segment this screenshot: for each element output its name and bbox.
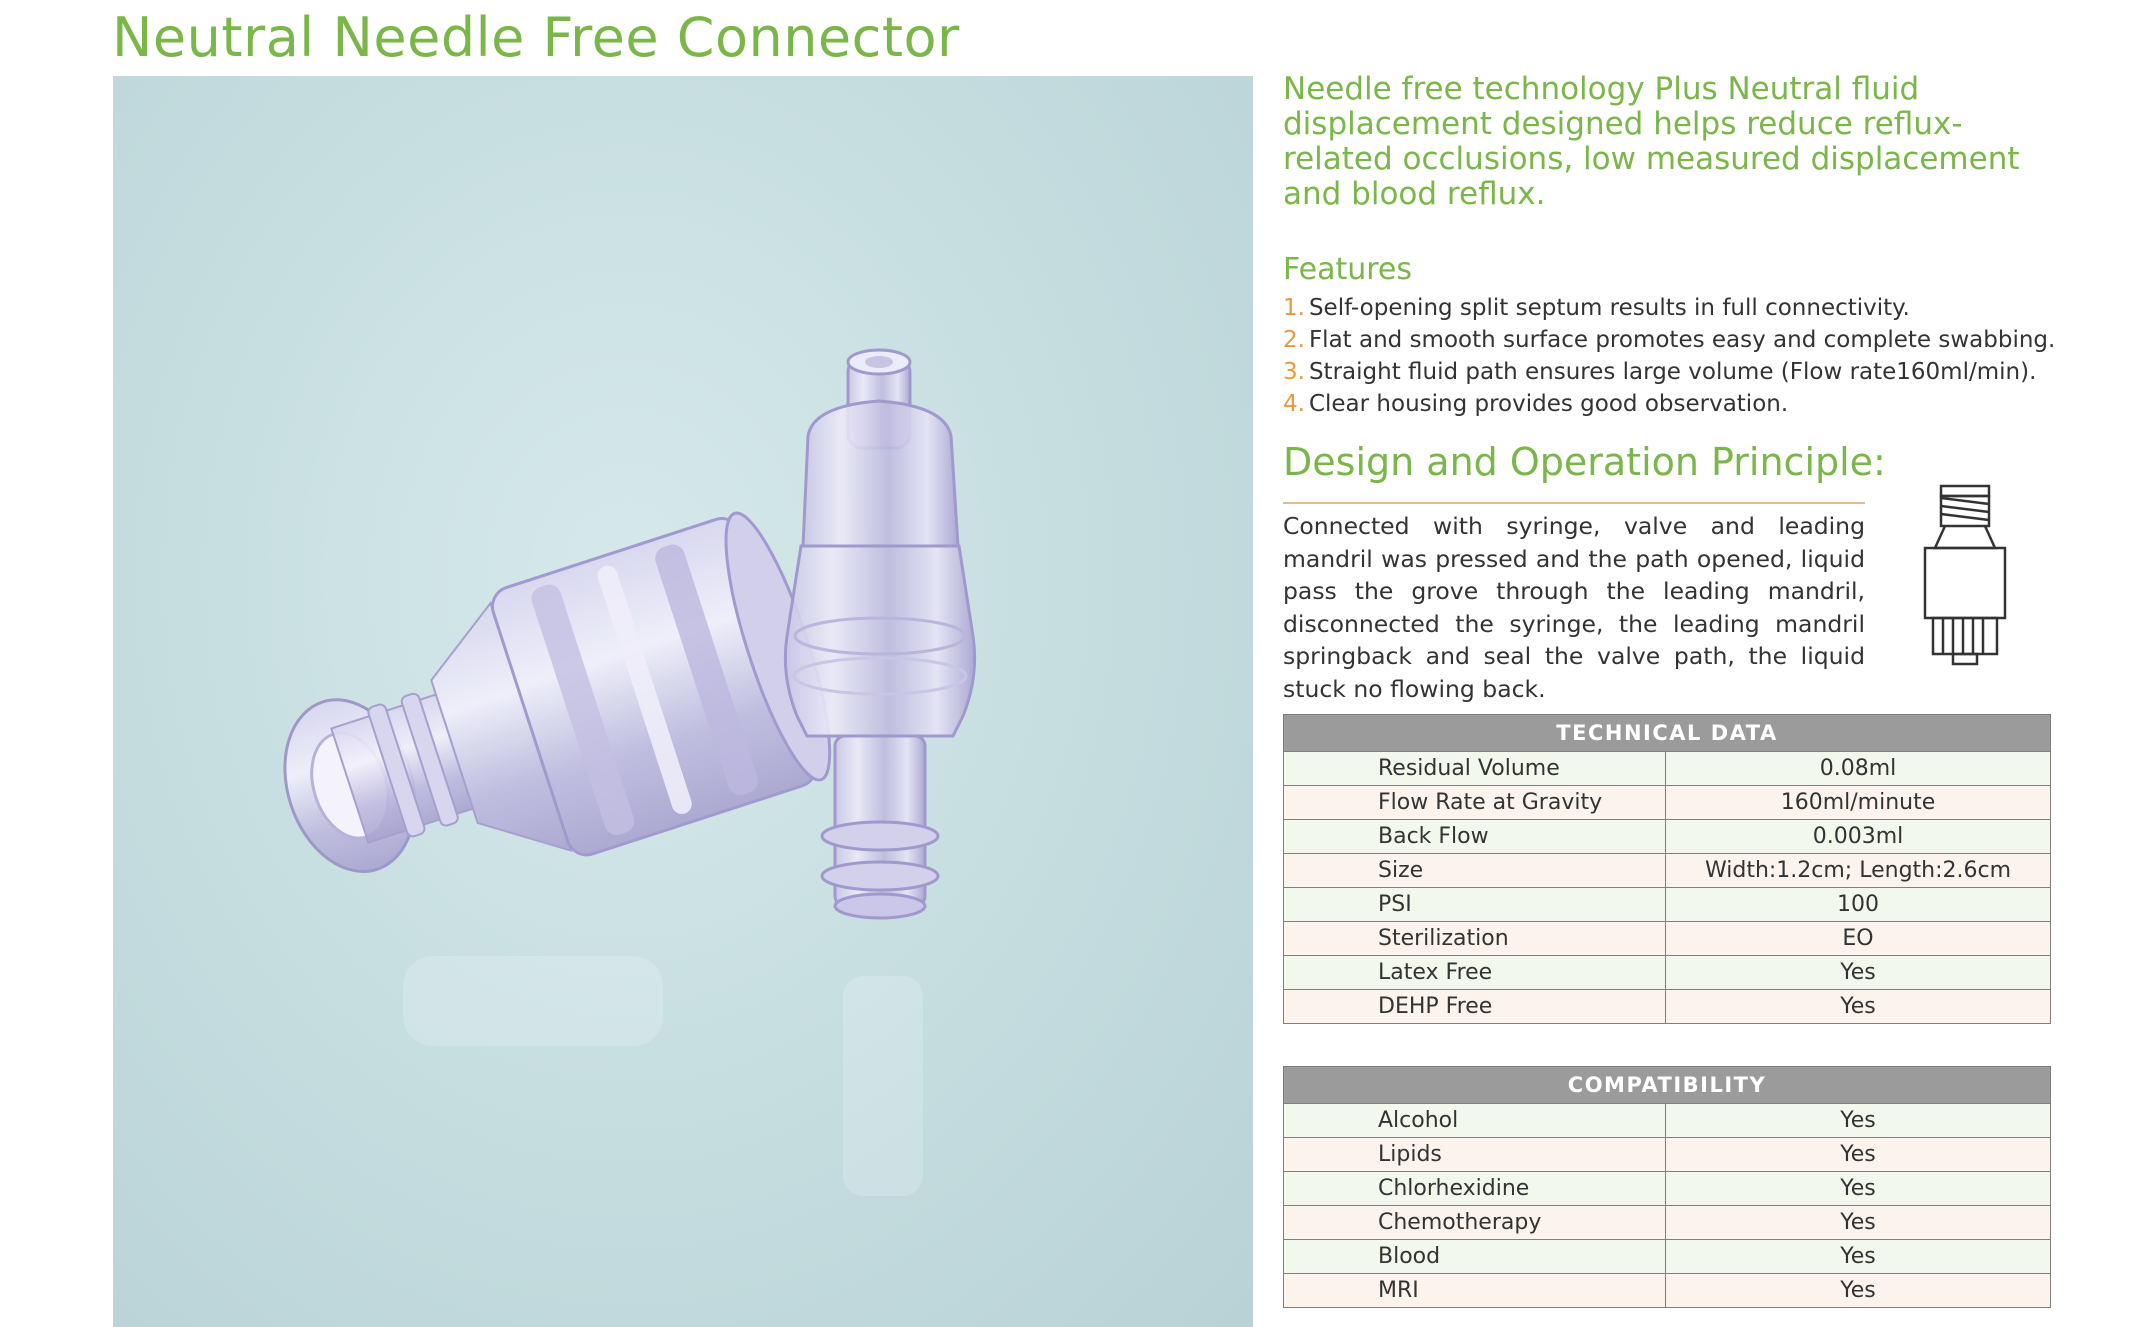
connector-diagram-icon	[1915, 478, 2015, 673]
feature-text: Self-opening split septum results in full connectivity.	[1308, 295, 1910, 321]
table-row	[1284, 1104, 2051, 1138]
table-row	[1284, 990, 2051, 1024]
table-row	[1284, 820, 2051, 854]
table-cell-key: DEHP Free	[1284, 990, 1666, 1024]
table-row	[1284, 1206, 2051, 1240]
table-row	[1284, 922, 2051, 956]
table-cell-value: Yes	[1666, 990, 2051, 1024]
table-header: TECHNICAL DATA	[1284, 715, 2051, 752]
divider	[1283, 502, 1865, 504]
table-cell-key: Back Flow	[1284, 820, 1666, 854]
page-title: Neutral Needle Free Connector	[112, 6, 960, 69]
table-cell-value: 0.003ml	[1666, 820, 2051, 854]
table-cell-value: Yes	[1666, 1104, 2051, 1138]
table-cell-key: Flow Rate at Gravity	[1284, 786, 1666, 820]
features-list	[1283, 292, 2055, 420]
table-row	[1284, 1240, 2051, 1274]
table-row	[1284, 786, 2051, 820]
connector-illustration	[113, 76, 1253, 1327]
table-cell-value: 160ml/minute	[1666, 786, 2051, 820]
intro-text: Needle free technology Plus Neutral fluid displacement designed helps reduce reflux-related occlusions, low measured displacement and blood reflux.	[1283, 71, 2020, 212]
technical-data-table	[1283, 714, 2051, 1024]
table-row	[1284, 1172, 2051, 1206]
feature-text: Clear housing provides good observation.	[1308, 391, 1789, 417]
table-row	[1284, 752, 2051, 786]
feature-text: Flat and smooth surface promotes easy and complete swabbing.	[1308, 327, 2056, 353]
table-header: COMPATIBILITY	[1284, 1067, 2051, 1104]
table-cell-key: MRI	[1284, 1274, 1666, 1308]
table-cell-value: Yes	[1666, 956, 2051, 990]
product-photo	[113, 76, 1253, 1327]
table-cell-value: EO	[1666, 922, 2051, 956]
table-cell-key: Chlorhexidine	[1284, 1172, 1666, 1206]
design-description: Connected with syringe, valve and leading mandril was pressed and the path opened, liquid pass the grove through the leading mandril, disconnected the syringe, the leading mandril springback and seal the valve path, the liquid stuck no flowing back.	[1283, 512, 1865, 703]
feature-item	[1283, 388, 2055, 420]
feature-item	[1283, 324, 2055, 356]
table-cell-value: Yes	[1666, 1274, 2051, 1308]
table-cell-key: Residual Volume	[1284, 752, 1666, 786]
table-cell-key: Alcohol	[1284, 1104, 1666, 1138]
design-heading: Design and Operation Principle:	[1283, 440, 1886, 484]
table-cell-key: PSI	[1284, 888, 1666, 922]
feature-number: 2.	[1283, 327, 1305, 353]
table-cell-value: Yes	[1666, 1172, 2051, 1206]
table-cell-key: Sterilization	[1284, 922, 1666, 956]
table-row	[1284, 854, 2051, 888]
table-cell-key: Latex Free	[1284, 956, 1666, 990]
feature-number: 4.	[1283, 391, 1305, 417]
table-row	[1284, 1274, 2051, 1308]
feature-number: 1.	[1283, 295, 1305, 321]
table-cell-key: Lipids	[1284, 1138, 1666, 1172]
feature-item	[1283, 356, 2055, 388]
table-cell-key: Chemotherapy	[1284, 1206, 1666, 1240]
feature-item	[1283, 292, 2055, 324]
table-cell-value: 0.08ml	[1666, 752, 2051, 786]
table-cell-value: Width:1.2cm; Length:2.6cm	[1666, 854, 2051, 888]
features-heading: Features	[1283, 252, 1412, 287]
table-cell-key: Size	[1284, 854, 1666, 888]
table-row	[1284, 1138, 2051, 1172]
table-cell-value: 100	[1666, 888, 2051, 922]
table-cell-value: Yes	[1666, 1206, 2051, 1240]
table-row	[1284, 888, 2051, 922]
feature-text: Straight fluid path ensures large volume (Flow rate160ml/min).	[1308, 359, 2037, 385]
compatibility-table	[1283, 1066, 2051, 1308]
table-row	[1284, 956, 2051, 990]
table-cell-value: Yes	[1666, 1240, 2051, 1274]
feature-number: 3.	[1283, 359, 1305, 385]
table-cell-value: Yes	[1666, 1138, 2051, 1172]
table-cell-key: Blood	[1284, 1240, 1666, 1274]
